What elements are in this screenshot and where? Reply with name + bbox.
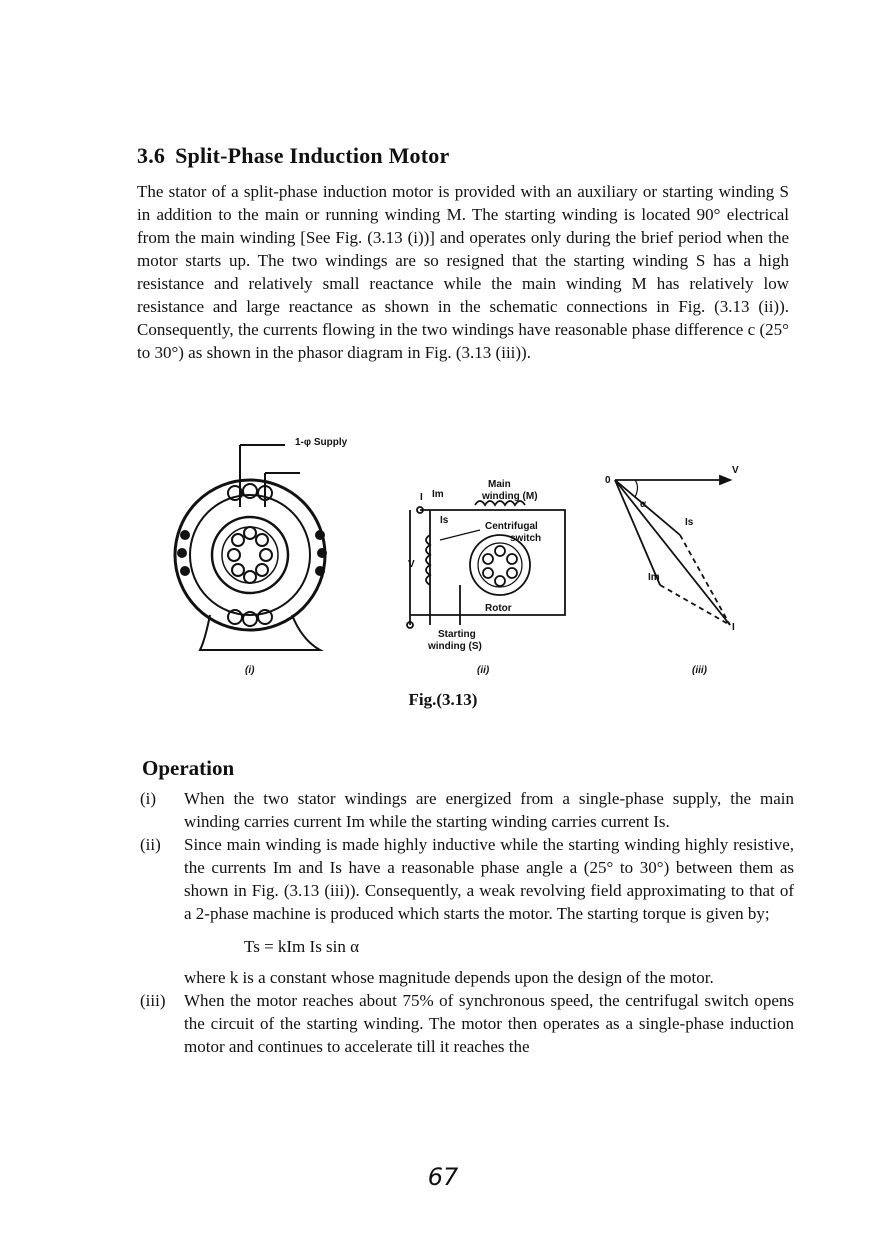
current-im-label: Im [432,489,444,500]
equation-followup: where k is a constant whose magnitude depends upon the design of the motor. [184,968,714,987]
starting-label-2: winding (S) [428,641,482,652]
operation-item [140,989,794,1058]
intro-paragraph: The stator of a split-phase induction motor is provided with an auxiliary or starting winding S in addition to the main or running winding M. The starting winding is located 90° electrical from the main winding [See Fig. (3.13 (i))] and operates only during the brief period when the motor starts up. The two windings are so resigned that the starting winding S has a high resistance and relatively small reactance while the main winding M has relatively low resistance and large reactance as shown in the schematic connections in Fig. (3.13 (ii)). Consequently, the currents flowing in the two windings have reasonable phase difference c (25° to 30°) as shown in the phasor diagram in Fig. (3.13 (iii)). [137,182,789,362]
item-marker: (ii) [140,835,161,854]
phasor-alpha-label: α [640,499,647,510]
subfigure-i-label: (i) [245,665,255,676]
operation-list [140,787,794,1058]
switch-label: switch [510,533,542,544]
operation-item [140,833,794,925]
main-winding-label: Main [488,479,511,490]
starting-label: Starting [438,629,476,640]
subfigure-iii-label: (iii) [692,665,707,676]
phasor-origin-label: 0 [605,475,611,486]
figure-3-13 [130,425,770,710]
operation-heading: Operation [142,756,235,780]
figure-drawing [130,425,770,710]
item-marker: (iii) [140,991,166,1010]
operation-item [140,787,794,833]
page-number: 67 [427,1163,459,1191]
item-marker: (i) [140,789,157,808]
phasor-im-label: Im [648,572,660,583]
phasor-v-label: V [732,465,739,476]
current-is-label: Is [440,515,449,526]
phasor-i-label: I [732,622,735,633]
section-heading [137,143,449,169]
supply-label: 1-φ Supply [295,437,348,448]
main-winding-label-2: winding (M) [482,491,538,502]
phasor-is-label: Is [685,517,694,528]
section-title: Split-Phase Induction Motor [175,143,450,168]
section-number: 3.6 [137,143,166,168]
phasor-diagram [615,476,730,625]
starting-torque-equation: Ts = kIm Is sin α [244,937,360,956]
centrifugal-label: Centrifugal [485,521,538,532]
motor-sketch [175,445,325,650]
rotor-label: Rotor [485,603,512,614]
item-text: When the two stator windings are energized from a single-phase supply, the main winding carries current Im while the starting winding carries current Is. [184,789,794,831]
figure-caption: Fig.(3.13) [408,690,478,709]
current-i-label: I [420,492,423,503]
item-text: Since main winding is made highly inductive while the starting winding highly resistive, the currents Im and Is have a reasonable phase angle a (25° to 30°) between them as shown in Fig. (3.13 (iii)). Consequently, a weak revolving field approximating to that of a 2-phase machine is produced which starts the motor. The starting torque is given by; [184,835,794,923]
item-text: When the motor reaches about 75% of synchronous speed, the centrifugal switch opens the circuit of the starting winding. The motor then operates as a single-phase induction motor and continues to accelerate till it reaches the [184,991,794,1056]
subfigure-ii-label: (ii) [477,665,490,676]
voltage-v-label: V [408,559,415,570]
